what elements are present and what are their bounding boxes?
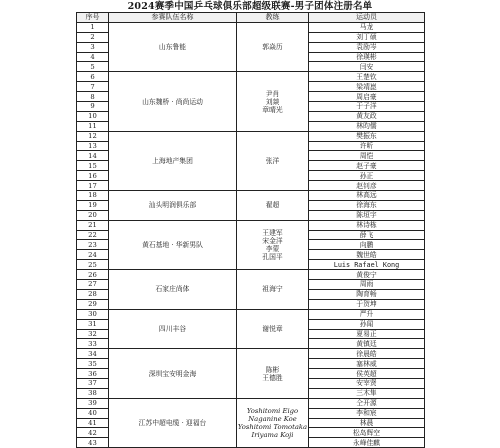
player-name: 于子洋: [309, 102, 425, 112]
player-name: 安宰贤: [309, 378, 425, 388]
row-seq: 4: [77, 52, 109, 62]
coach-name: 祖海宁: [262, 285, 283, 294]
player-name: 李和宸: [309, 408, 425, 418]
player-name: 孙闻: [309, 319, 425, 329]
player-name: 徐瑛彬: [309, 52, 425, 62]
player-name: Luis Rafael Kong: [309, 260, 425, 270]
row-seq: 27: [77, 280, 109, 290]
row-seq: 13: [77, 141, 109, 151]
coach-name: Iriyama Koji: [251, 430, 294, 439]
row-seq: 40: [77, 408, 109, 418]
player-name: 赵子豪: [309, 161, 425, 171]
row-seq: 2: [77, 32, 109, 42]
player-name: 马龙: [309, 22, 425, 32]
player-name: 周恺: [309, 151, 425, 161]
row-seq: 16: [77, 171, 109, 181]
player-name: 许昕: [309, 141, 425, 151]
row-seq: 35: [77, 359, 109, 369]
team-name: 黄石基地 · 华新男队: [109, 220, 237, 269]
table-row: [77, 349, 425, 359]
row-seq: 3: [77, 42, 109, 52]
team-name: 深圳宝安明金海: [109, 349, 237, 398]
row-seq: 29: [77, 299, 109, 309]
document-title: 2024赛季中国乒乓球俱乐部超级联赛-男子团体注册名单: [127, 1, 373, 12]
coach-name: 宋金洋: [262, 236, 283, 245]
coach-name: 尹肖: [265, 89, 280, 98]
row-seq: 18: [77, 191, 109, 201]
row-seq: 12: [77, 131, 109, 141]
header-team: 参赛队伍名称: [109, 13, 237, 23]
team-name: 石家庄尚体: [109, 270, 237, 310]
roster-body: [77, 22, 425, 447]
team-name: 山东魏桥 · 尚尚运动: [109, 72, 237, 131]
team-coaches: [237, 349, 309, 398]
player-name: 薛飞: [309, 230, 425, 240]
row-seq: 11: [77, 121, 109, 131]
team-name: 上海地产集团: [109, 131, 237, 190]
team-name: 汕头明润俱乐部: [109, 191, 237, 221]
coach-name: 翟超: [265, 201, 280, 210]
row-seq: 8: [77, 92, 109, 102]
row-seq: 24: [77, 250, 109, 260]
coach-name: Naganine Koe: [248, 414, 297, 423]
player-name: 侯英超: [309, 369, 425, 379]
player-name: 于贺坤: [309, 299, 425, 309]
row-seq: 17: [77, 181, 109, 191]
coach-name: 郭焱历: [262, 43, 283, 52]
player-name: 林晨: [309, 418, 425, 428]
table-row: [77, 220, 425, 230]
player-name: 王楚钦: [309, 72, 425, 82]
row-seq: 30: [77, 309, 109, 319]
coach-name: 王建军: [262, 228, 283, 237]
team-coaches: [237, 131, 309, 190]
player-name: 向鹏: [309, 240, 425, 250]
table-row: [77, 72, 425, 82]
row-seq: 23: [77, 240, 109, 250]
table-row: [77, 22, 425, 32]
team-coaches: [237, 220, 309, 269]
team-name: 江苏中超电缆 · 迎福台: [109, 398, 237, 447]
row-seq: 21: [77, 220, 109, 230]
coach-name: 章晴光: [262, 105, 283, 114]
player-name: 魏世皓: [309, 250, 425, 260]
coach-name: 陈彬: [265, 365, 280, 374]
player-name: 闫安: [309, 62, 425, 72]
player-name: 永峰佳麒: [309, 438, 425, 448]
player-name: 林诗栋: [309, 220, 425, 230]
roster-table: [76, 12, 425, 448]
coach-name: 谢悦章: [262, 325, 283, 333]
player-name: 黄友政: [309, 111, 425, 121]
player-name: 赵钊彦: [309, 181, 425, 191]
table-row: [77, 131, 425, 141]
player-name: 徐晨皓: [309, 349, 425, 359]
row-seq: 1: [77, 22, 109, 32]
player-name: 陶育畅: [309, 289, 425, 299]
header-player: 运动员: [309, 13, 425, 23]
row-seq: 43: [77, 438, 109, 448]
player-name: 徐海东: [309, 200, 425, 210]
row-seq: 31: [77, 319, 109, 329]
header-coach: 教练: [237, 13, 309, 23]
header-row: [77, 13, 425, 23]
row-seq: 34: [77, 349, 109, 359]
team-coaches: [237, 72, 309, 131]
player-name: 孙正: [309, 171, 425, 181]
row-seq: 15: [77, 161, 109, 171]
team-coaches: [237, 398, 309, 447]
row-seq: 33: [77, 339, 109, 349]
row-seq: 32: [77, 329, 109, 339]
coach-name: 孔国平: [262, 252, 283, 261]
player-name: 黄镇廷: [309, 339, 425, 349]
player-name: 陈垣宇: [309, 210, 425, 220]
row-seq: 14: [77, 151, 109, 161]
row-seq: 26: [77, 270, 109, 280]
player-name: 夏易正: [309, 329, 425, 339]
row-seq: 10: [77, 111, 109, 121]
player-name: 刘丁硕: [309, 32, 425, 42]
player-name: 塞林威: [309, 359, 425, 369]
player-name: 周启豪: [309, 92, 425, 102]
table-row: [77, 191, 425, 201]
row-seq: 42: [77, 428, 109, 438]
row-seq: 36: [77, 369, 109, 379]
team-name: 山东鲁能: [109, 22, 237, 71]
row-seq: 6: [77, 72, 109, 82]
player-name: 樊振东: [309, 131, 425, 141]
row-seq: 9: [77, 102, 109, 112]
player-name: 松岛辉空: [309, 428, 425, 438]
row-seq: 19: [77, 200, 109, 210]
coach-name: Yoshitomi Tomotaka: [237, 422, 308, 431]
coach-name: 王德胜: [262, 373, 283, 382]
player-name: 周雨: [309, 280, 425, 290]
row-seq: 25: [77, 260, 109, 270]
row-seq: 39: [77, 398, 109, 408]
row-seq: 37: [77, 378, 109, 388]
player-name: 林昀儒: [309, 121, 425, 131]
team-coaches: [237, 309, 309, 349]
team-name: 四川丰谷: [109, 309, 237, 349]
team-coaches: [237, 22, 309, 71]
player-name: 严升: [309, 309, 425, 319]
player-name: 林高远: [309, 191, 425, 201]
coach-name: 李蒙: [265, 244, 280, 253]
row-seq: 41: [77, 418, 109, 428]
row-seq: 38: [77, 388, 109, 398]
player-name: 黄俊宁: [309, 270, 425, 280]
player-name: 梁靖崑: [309, 82, 425, 92]
table-row: [77, 270, 425, 280]
player-name: 三木隼: [309, 388, 425, 398]
row-seq: 28: [77, 289, 109, 299]
player-name: 仝开源: [309, 398, 425, 408]
coach-name: 刘燚: [265, 97, 280, 106]
header-seq: 序号: [77, 13, 109, 23]
table-row: [77, 309, 425, 319]
team-coaches: [237, 191, 309, 221]
coach-name: Yoshitomi Eigo: [246, 406, 299, 415]
team-coaches: [237, 270, 309, 310]
row-seq: 5: [77, 62, 109, 72]
row-seq: 7: [77, 82, 109, 92]
row-seq: 20: [77, 210, 109, 220]
row-seq: 22: [77, 230, 109, 240]
coach-name: 张洋: [265, 156, 280, 165]
player-name: 袁励岑: [309, 42, 425, 52]
table-row: [77, 398, 425, 408]
